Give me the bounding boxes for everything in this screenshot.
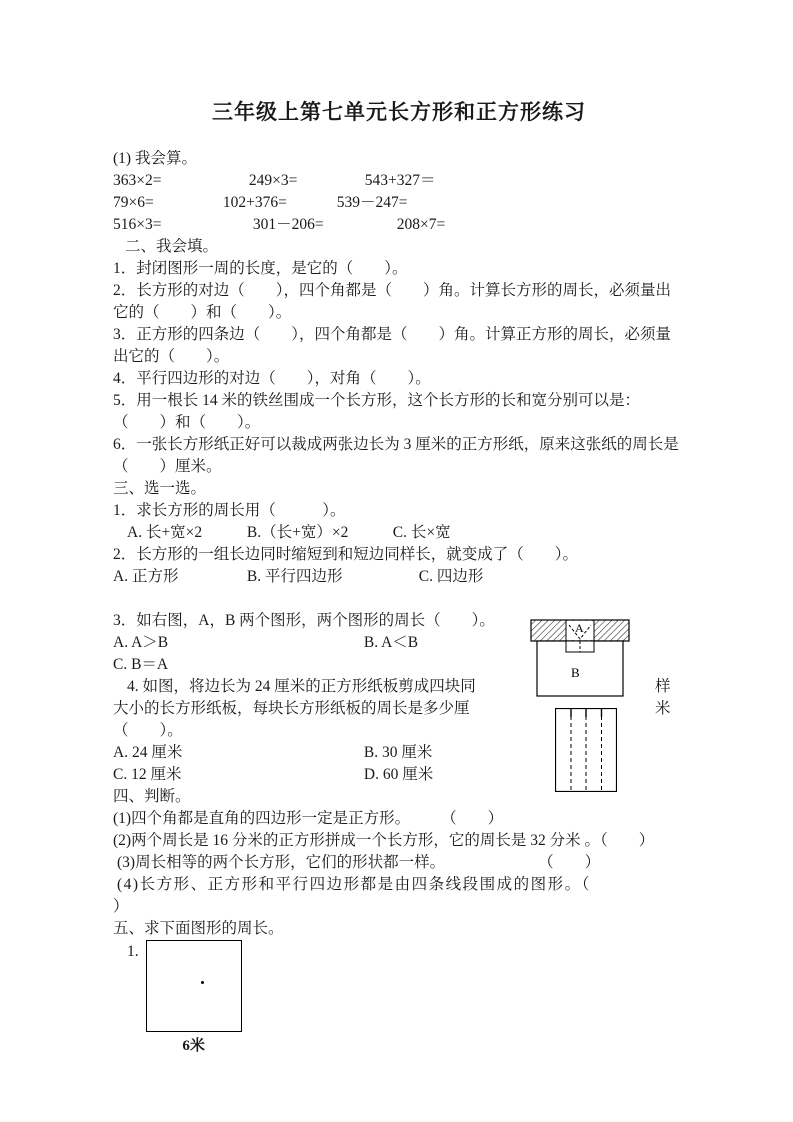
- choose-q3-option-c: C. B＝A: [113, 656, 169, 673]
- q4-text-line2: 大小的长方形纸板，每块长方形纸板的周长是多少厘: [113, 700, 470, 717]
- perimeter-section-heading: 五、求下面图形的周长。: [113, 920, 284, 937]
- choose-q3: 3．如右图，A，B 两个图形，两个图形的周长（ ）。: [113, 612, 495, 629]
- fill-item-6: 6．一张长方形纸正好可以裁成两张边长为 3 厘米的正方形纸，原来这张纸的周长是（ ）厘米。: [113, 436, 679, 475]
- fill-item-3: 3．正方形的四条边（ ），四个角都是（ ）角。计算正方形的周长，必须量出它的（ ）。: [113, 326, 672, 365]
- calc-problem: 363×2=: [113, 172, 162, 189]
- q4-text-line1-tail: 样: [655, 678, 671, 695]
- calc-row-2: [113, 192, 685, 214]
- calc-problem: 516×3=: [113, 216, 162, 233]
- option-c: C. 长×宽: [392, 524, 451, 541]
- fill-item-5: 5．用一根长 14 米的铁丝围成一个长方形，这个长方形的长和宽分别可以是：（ ）和（ ）。: [113, 392, 641, 431]
- judge-section-heading: 四、判断。: [113, 788, 191, 805]
- judge-item-4: (4)长方形、正方形和平行四边形都是由四条线段围成的图形。（: [117, 876, 591, 893]
- calc-problem: 539－247=: [336, 194, 408, 211]
- option-a: A. 24 厘米: [113, 744, 183, 761]
- calc-problem: 301－206=: [252, 216, 324, 233]
- choose-q2: 2．长方形的一组长边同时缩短到和短边同样长，就变成了（ ）。: [113, 546, 579, 563]
- option-c: C. 12 厘米: [113, 766, 182, 783]
- calc-problem: 543+327＝: [364, 172, 436, 189]
- calc-row-3: [113, 214, 685, 236]
- judge-item-3: (3)周长相等的两个长方形，它们的形状都一样。 （ ）: [117, 854, 601, 871]
- calc-problem: 208×7=: [396, 216, 446, 233]
- option-a: A. A＞B: [113, 634, 169, 651]
- judge-item-1: (1)四个角都是直角的四边形一定是正方形。 （ ）: [113, 810, 504, 827]
- option-b: B. 30 厘米: [363, 744, 433, 761]
- option-b: B. A＜B: [363, 634, 419, 651]
- choose-q2-options: [113, 566, 685, 588]
- q4-text-line2-tail: 米: [655, 700, 671, 717]
- label-b: B: [571, 665, 580, 680]
- judge-item-2: (2)两个周长是 16 分米的正方形拼成一个长方形，它的周长是 32 分米 。（ ）: [113, 832, 655, 849]
- calc-row-1: [113, 170, 685, 192]
- label-a: A: [575, 621, 584, 635]
- item-number: 1.: [127, 943, 139, 960]
- judge-item-4-close: ）: [113, 898, 129, 915]
- page-title: 三年级上第七单元长方形和正方形练习: [212, 100, 586, 124]
- calc-problem: 102+376=: [222, 194, 287, 211]
- option-a: A. 正方形: [113, 568, 179, 585]
- option-b: B.（长+宽）×2: [246, 524, 349, 541]
- fill-section-heading: 二、我会填。: [125, 238, 219, 255]
- square-strips-figure: [555, 708, 617, 792]
- calc-problem: 79×6=: [113, 194, 154, 211]
- choose-section-heading: 三、选一选。: [113, 480, 207, 497]
- choose-q4-line3: （ ）。: [113, 722, 183, 739]
- fill-item-2: 2．长方形的对边（ ），四个角都是（ ）角。计算长方形的周长，必须量出它的（ ）和（ ）。: [113, 282, 672, 321]
- fill-item-1: 1．封闭图形一周的长度，是它的（ ）。: [113, 260, 408, 277]
- square-figure-wrap: [146, 940, 242, 1057]
- worksheet-content: [113, 98, 685, 1057]
- choose-q1-options: [113, 522, 685, 544]
- option-c: C. 四边形: [418, 568, 484, 585]
- option-a: A. 长+宽×2: [127, 524, 203, 541]
- dot-mark: [201, 981, 204, 984]
- choose-q1: 1．求长方形的周长用（ ）。: [113, 502, 346, 519]
- option-b: B. 平行四边形: [246, 568, 343, 585]
- side-length-label: 6米: [182, 1038, 205, 1054]
- q4-text-line1: 4. 如图，将边长为 24 厘米的正方形纸板剪成四块同: [127, 678, 476, 695]
- ab-perimeter-figure: [530, 619, 630, 697]
- calc-problem: 249×3=: [248, 172, 298, 189]
- fill-item-4: 4．平行四边形的对边（ ），对角（ ）。: [113, 370, 431, 387]
- calc-section-heading: (1) 我会算。: [113, 150, 197, 167]
- square-figure: [146, 940, 242, 1032]
- perimeter-item-1: [113, 940, 685, 1057]
- option-d: D. 60 厘米: [363, 766, 434, 783]
- spacer: [113, 588, 685, 610]
